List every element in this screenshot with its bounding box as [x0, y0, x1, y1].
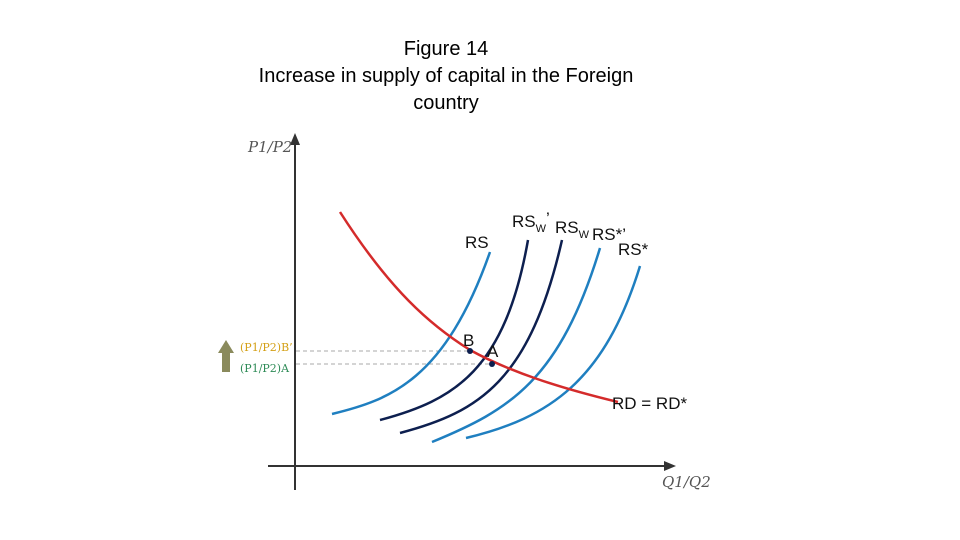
title-line-3: country: [413, 92, 479, 114]
point-a-marker: [489, 361, 495, 367]
label-rs: RS: [465, 233, 489, 252]
label-rsw-main: RS: [555, 218, 579, 237]
label-rd: RD = RD*: [612, 394, 688, 413]
up-arrow-icon: [218, 340, 234, 372]
price-label-b: (P1/P2)B’: [240, 341, 293, 354]
x-axis-label: Q1/Q2: [662, 473, 711, 491]
x-axis-arrowhead: [664, 461, 676, 471]
y-axis-label: P1/P2: [248, 138, 293, 156]
label-rs-star: RS*: [618, 240, 649, 259]
price-label-a: (P1/P2)A: [240, 362, 290, 375]
label-rsw-sub: W: [578, 229, 590, 241]
label-rsw-prime: [512, 209, 550, 235]
label-point-b: B: [463, 331, 475, 350]
label-point-a: A: [487, 342, 499, 361]
label-rsw-prime-main: RS: [512, 212, 536, 231]
title-line-2: Increase in supply of capital in the Foreign: [258, 65, 634, 87]
label-rsw-prime-sub: W: [535, 223, 547, 235]
label-rs-star-prime: RS*’: [592, 225, 627, 244]
label-rsw: [555, 218, 590, 241]
title-line-1: Figure 14: [403, 38, 489, 60]
label-rsw-prime-suffix: ’: [546, 209, 550, 228]
